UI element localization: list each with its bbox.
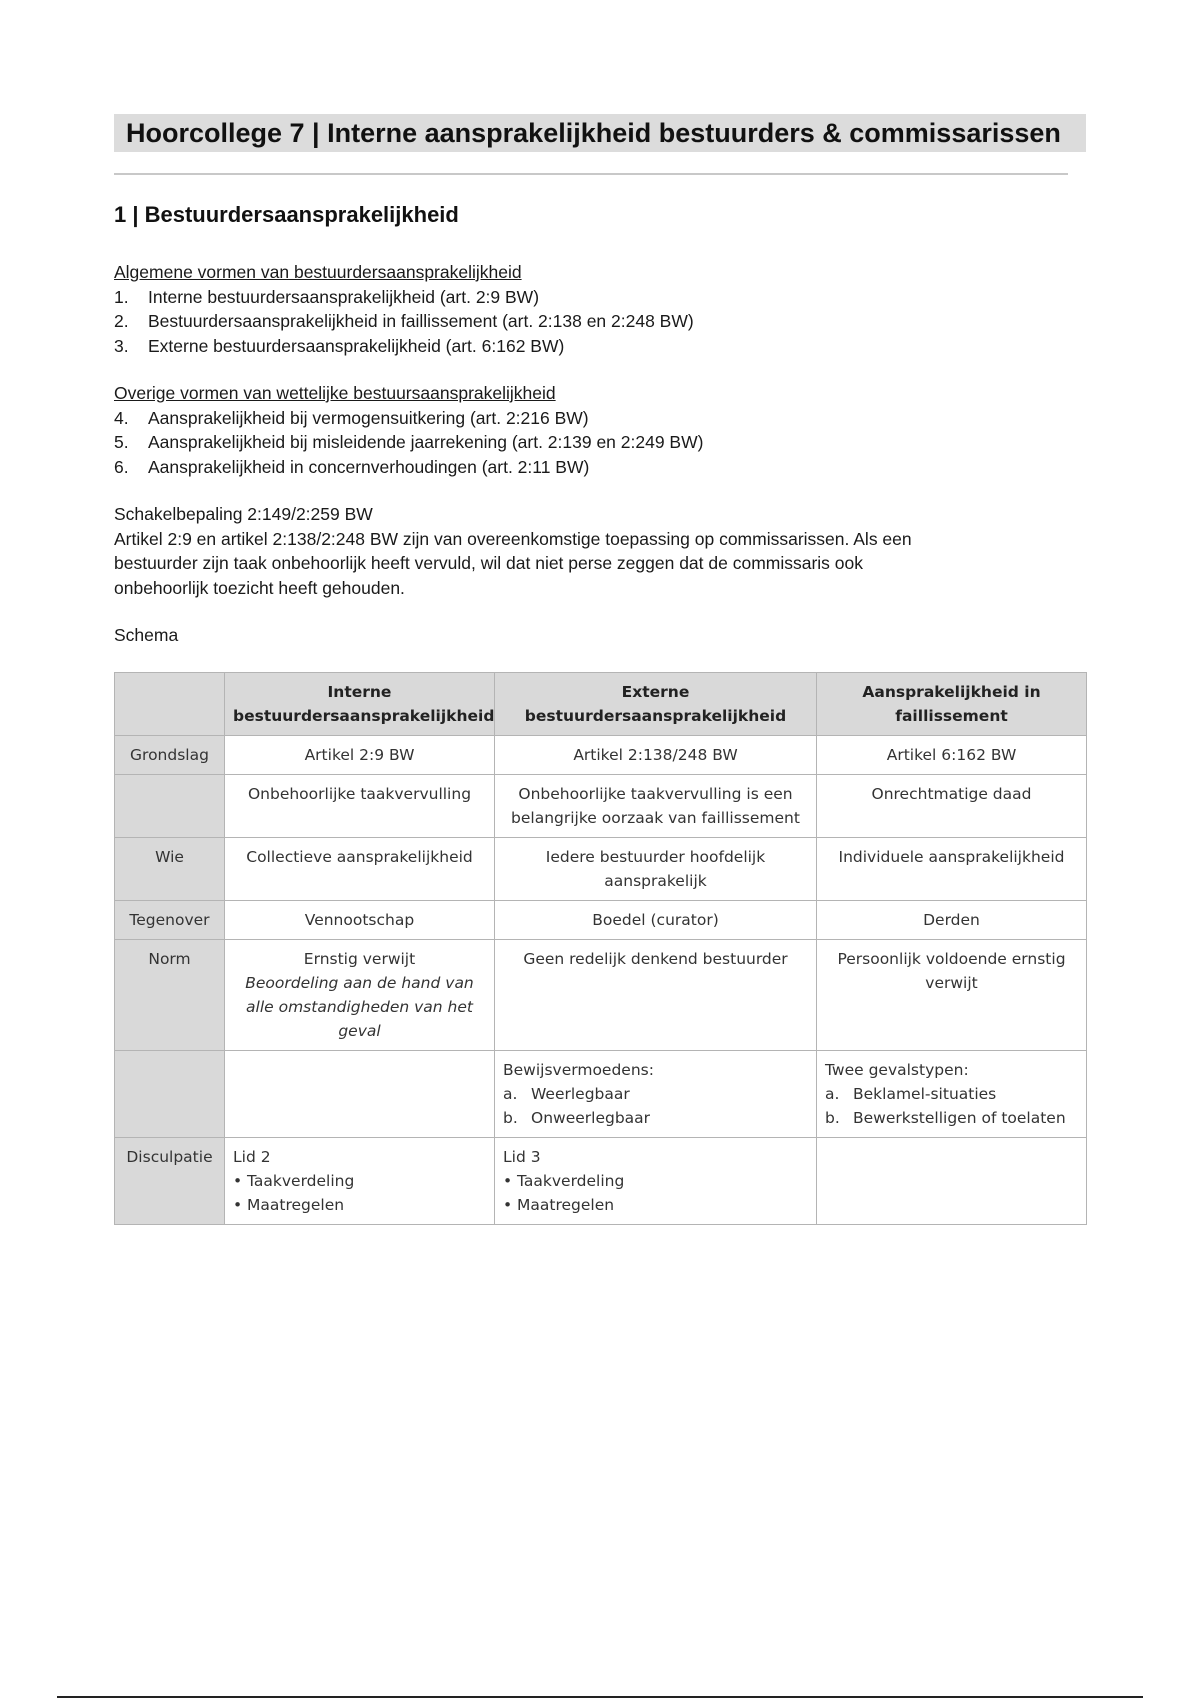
section-heading: 1 | Bestuurdersaansprakelijkheid [114, 202, 459, 227]
paragraph-line: bestuurder zijn taak onbehoorlijk heeft vervuld, wil dat niet perse zeggen dat de commissaris ook [114, 553, 864, 573]
paragraph-line: Artikel 2:9 en artikel 2:138/2:248 BW zijn van overeenkomstige toepassing op commissarissen. Als een [114, 528, 912, 549]
bullet-icon: • [503, 1172, 513, 1190]
table-cell: Bewijsvermoedens: a. Weerlegbaar b. Onweerlegbaar [495, 1051, 817, 1138]
table-cell: Artikel 2:138/248 BW [495, 736, 817, 775]
row-label [115, 775, 225, 838]
table-cell: Onbehoorlijke taakvervulling [225, 775, 495, 838]
table-cell: Vennootschap [225, 901, 495, 940]
table-cell: Twee gevalstypen: a. Beklamel-situaties b. Bewerkstelligen of toelaten [817, 1051, 1087, 1138]
table-row [115, 838, 1087, 901]
table-cell: Onbehoorlijke taakvervulling is een belangrijke oorzaak van faillissement [495, 775, 817, 838]
table-header-row [115, 673, 1087, 736]
table-cell: Derden [817, 901, 1087, 940]
list-item: 1. Interne bestuurdersaansprakelijkheid (art. 2:9 BW) [114, 286, 540, 307]
schakel-section [114, 502, 912, 600]
table-row [115, 1138, 1087, 1225]
list-item: 6. Aansprakelijkheid in concernverhoudingen (art. 2:11 BW) [114, 456, 590, 477]
footer-divider [57, 1696, 1143, 1698]
table-cell: Artikel 2:9 BW [225, 736, 495, 775]
row-label: Disculpatie [115, 1138, 225, 1225]
column-header: Interne bestuurdersaansprakelijkheid [225, 673, 495, 736]
table-cell: Lid 2 • Taakverdeling • Maatregelen [225, 1138, 495, 1225]
list-item: 3. Externe bestuurdersaansprakelijkheid (art. 6:162 BW) [114, 335, 565, 356]
table-row [115, 901, 1087, 940]
table-row [115, 775, 1087, 838]
schakel-heading: Schakelbepaling 2:149/2:259 BW [114, 504, 373, 524]
title-divider [114, 173, 1068, 175]
table-row [115, 940, 1087, 1051]
row-label: Tegenover [115, 901, 225, 940]
table-cell: Iedere bestuurder hoofdelijk aansprakelijk [495, 838, 817, 901]
table-cell: Boedel (curator) [495, 901, 817, 940]
row-label: Grondslag [115, 736, 225, 775]
column-header: Aansprakelijkheid in faillissement [817, 673, 1087, 736]
column-header: Externe bestuurdersaansprakelijkheid [495, 673, 817, 736]
row-label [115, 1051, 225, 1138]
list-item: 5. Aansprakelijkheid bij misleidende jaarrekening (art. 2:139 en 2:249 BW) [114, 432, 704, 452]
bullet-icon: • [233, 1196, 243, 1214]
list-item: 2. Bestuurdersaansprakelijkheid in faillissement (art. 2:138 en 2:248 BW) [114, 311, 694, 331]
overige-heading: Overige vormen van wettelijke bestuursaansprakelijkheid [114, 383, 556, 403]
table-cell: Artikel 6:162 BW [817, 736, 1087, 775]
table-cell: Geen redelijk denkend bestuurder [495, 940, 817, 1051]
list-item: 4. Aansprakelijkheid bij vermogensuitkering (art. 2:216 BW) [114, 407, 589, 428]
table-cell: Lid 3 • Taakverdeling • Maatregelen [495, 1138, 817, 1225]
table-cell [817, 1138, 1087, 1225]
overige-section [114, 381, 703, 479]
table-row [115, 736, 1087, 775]
row-label: Norm [115, 940, 225, 1051]
table-cell: Ernstig verwijt Beoordeling aan de hand van alle omstandigheden van het geval [225, 940, 495, 1051]
paragraph-line: onbehoorlijk toezicht heeft gehouden. [114, 577, 405, 598]
schema-heading: Schema [114, 625, 179, 645]
bullet-icon: • [233, 1172, 243, 1190]
table-cell: Collectieve aansprakelijkheid [225, 838, 495, 901]
table-cell: Persoonlijk voldoende ernstig verwijt [817, 940, 1087, 1051]
algemene-section [114, 260, 694, 358]
bullet-icon: • [503, 1196, 513, 1214]
schema-table [114, 672, 1087, 1225]
table-cell [225, 1051, 495, 1138]
table-row [115, 1051, 1087, 1138]
table-cell: Individuele aansprakelijkheid [817, 838, 1087, 901]
table-cell: Onrechtmatige daad [817, 775, 1087, 838]
document-title: Hoorcollege 7 | Interne aansprakelijkheid bestuurders & commissarissen [114, 114, 1086, 152]
row-label: Wie [115, 838, 225, 901]
header-corner [115, 673, 225, 736]
algemene-heading: Algemene vormen van bestuurdersaansprakelijkheid [114, 262, 522, 282]
